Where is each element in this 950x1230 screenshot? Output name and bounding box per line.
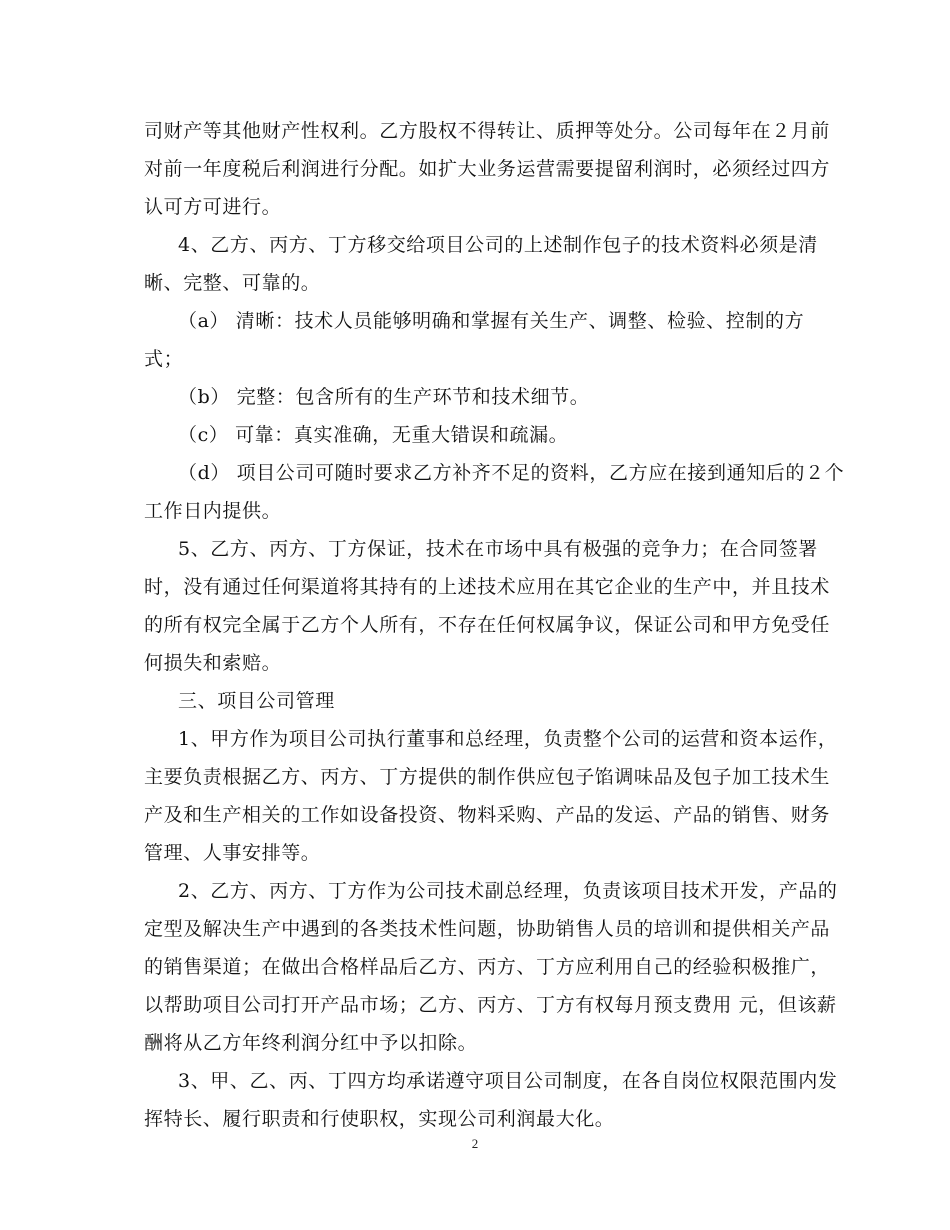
text-line: （d） 项目公司可随时要求乙方补齐不足的资料，乙方应在接到通知后的２个: [178, 462, 845, 484]
text-line: 晰、完整、可靠的。: [144, 272, 321, 294]
text-line: 酬将从乙方年终利润分红中予以扣除。: [144, 1032, 478, 1054]
text-line: 何损失和索赔。: [144, 652, 282, 674]
text-line: 4、乙方、丙方、丁方移交给项目公司的上述制作包子的技术资料必须是清: [178, 234, 818, 256]
text-line: 司财产等其他财产性权利。乙方股权不得转让、质押等处分。公司每年在２月前: [144, 120, 831, 142]
text-line: 2、乙方、丙方、丁方作为公司技术副总经理，负责该项目技术开发，产品的: [178, 880, 838, 902]
text-line: 管理、人事安排等。: [144, 842, 321, 864]
page-number: 2: [471, 1136, 479, 1151]
text-line: 3、甲、乙、丙、丁四方均承诺遵守项目公司制度，在各自岗位权限范围内发: [178, 1070, 838, 1092]
text-line: （c） 可靠：真实准确，无重大错误和疏漏。: [178, 424, 569, 446]
text-line: （b） 完整：包含所有的生产环节和技术细节。: [178, 386, 590, 408]
document-body: [144, 112, 845, 1138]
text-line: 主要负责根据乙方、丙方、丁方提供的制作供应包子馅调味品及包子加工技术生: [144, 766, 831, 788]
text-line: 的销售渠道；在做出合格样品后乙方、丙方、丁方应利用自己的经验积极推广，: [144, 956, 831, 978]
text-line: 以帮助项目公司打开产品市场；乙方、丙方、丁方有权每月预支费用 元，但该薪: [144, 994, 837, 1016]
text-line: 时，没有通过任何渠道将其持有的上述技术应用在其它企业的生产中，并且技术: [144, 576, 831, 598]
text-line: 的所有权完全属于乙方个人所有，不存在任何权属争议，保证公司和甲方免受任: [144, 614, 831, 636]
text-line: 式；: [144, 348, 184, 370]
text-line: 1、甲方作为项目公司执行董事和总经理，负责整个公司的运营和资本运作，: [178, 728, 838, 750]
text-line: 工作日内提供。: [144, 500, 282, 522]
text-line: 产及和生产相关的工作如设备投资、物料采购、产品的发运、产品的销售、财务: [144, 804, 831, 826]
text-line: 三、项目公司管理: [178, 690, 335, 712]
text-line: 对前一年度税后利润进行分配。如扩大业务运营需要提留利润时，必须经过四方: [144, 158, 831, 180]
text-line: 5、乙方、丙方、丁方保证，技术在市场中具有极强的竞争力；在合同签署: [178, 538, 818, 560]
text-line: （a） 清晰：技术人员能够明确和掌握有关生产、调整、检验、控制的方: [178, 310, 805, 332]
text-line: 定型及解决生产中遇到的各类技术性问题，协助销售人员的培训和提供相关产品: [144, 918, 831, 940]
text-line: 认可方可进行。: [144, 196, 282, 218]
text-line: 挥特长、履行职责和行使职权，实现公司利润最大化。: [144, 1108, 615, 1130]
